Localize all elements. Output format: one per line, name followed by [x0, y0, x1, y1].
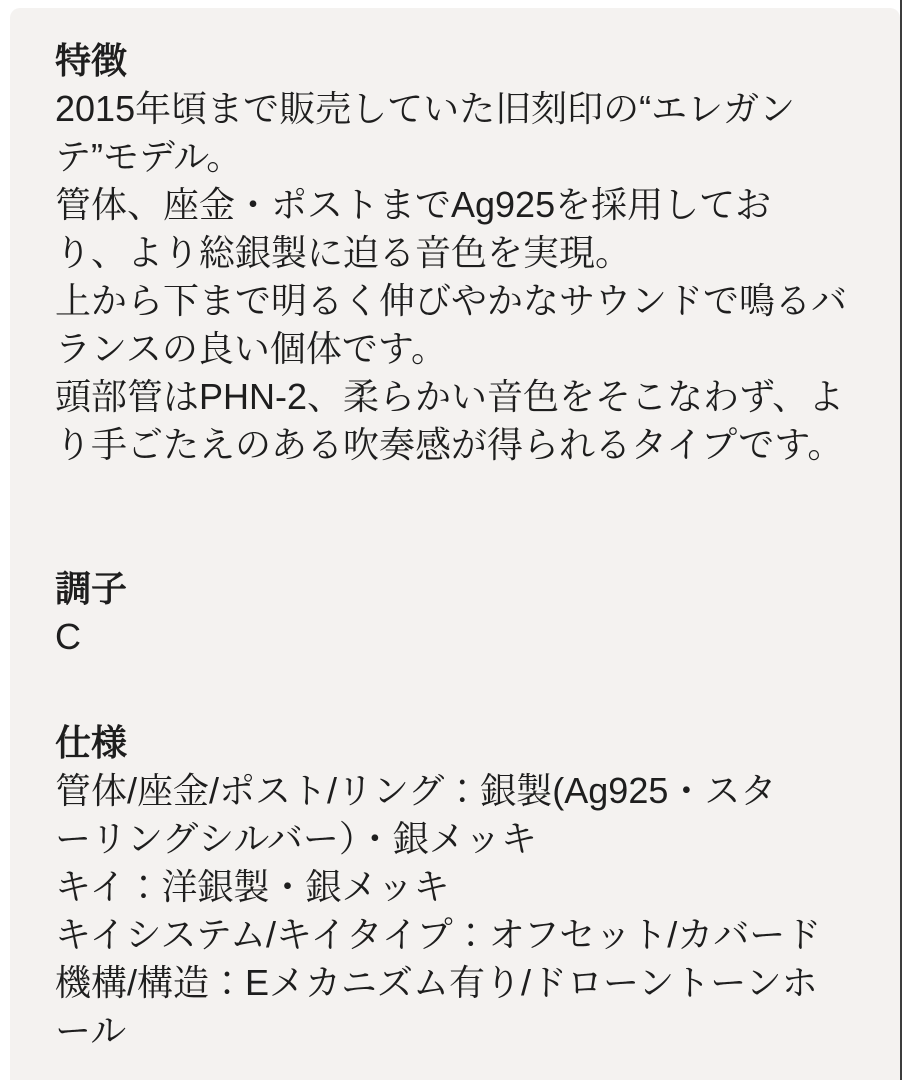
- features-line: り、より総銀製に迫る音色を実現。: [55, 232, 632, 273]
- features-line: 上から下まで明るく伸びやかなサウンドで鳴るバ: [55, 280, 848, 321]
- section-key: [55, 565, 856, 661]
- features-line: り手ごたえのある吹奏感が得られるタイプです。: [55, 424, 844, 465]
- key-value: C: [55, 616, 81, 657]
- features-line: 2015年頃まで販売していた旧刻印の“エレガン: [55, 88, 796, 129]
- specs-line: 管体/座金/ポスト/リング：銀製(Ag925・スタ: [55, 770, 777, 811]
- specs-line: キイシステム/キイタイプ：オフセット/カバード: [55, 914, 822, 955]
- features-line: 頭部管はPHN-2、柔らかい音色をそこなわず、よ: [55, 376, 845, 417]
- specs-line: ーリングシルバー）・銀メッキ: [55, 818, 537, 859]
- features-line: ランスの良い個体です。: [55, 328, 448, 369]
- specs-line: キイ：洋銀製・銀メッキ: [55, 866, 450, 907]
- specs-line: 機構/構造：Eメカニズム有り/ドローントーンホ: [55, 962, 818, 1003]
- product-description-panel: [10, 8, 900, 1080]
- section-specs-heading: 仕様: [55, 722, 128, 763]
- section-specs: [55, 719, 856, 1055]
- specs-line: ール: [55, 1010, 127, 1051]
- features-line: テ”モデル。: [55, 136, 243, 177]
- section-features: [55, 37, 856, 469]
- section-features-heading: 特徴: [55, 40, 128, 81]
- features-line: 管体、座金・ポストまでAg925を採用してお: [55, 184, 772, 225]
- section-key-heading: 調子: [55, 568, 128, 609]
- page-right-border: [900, 0, 902, 1080]
